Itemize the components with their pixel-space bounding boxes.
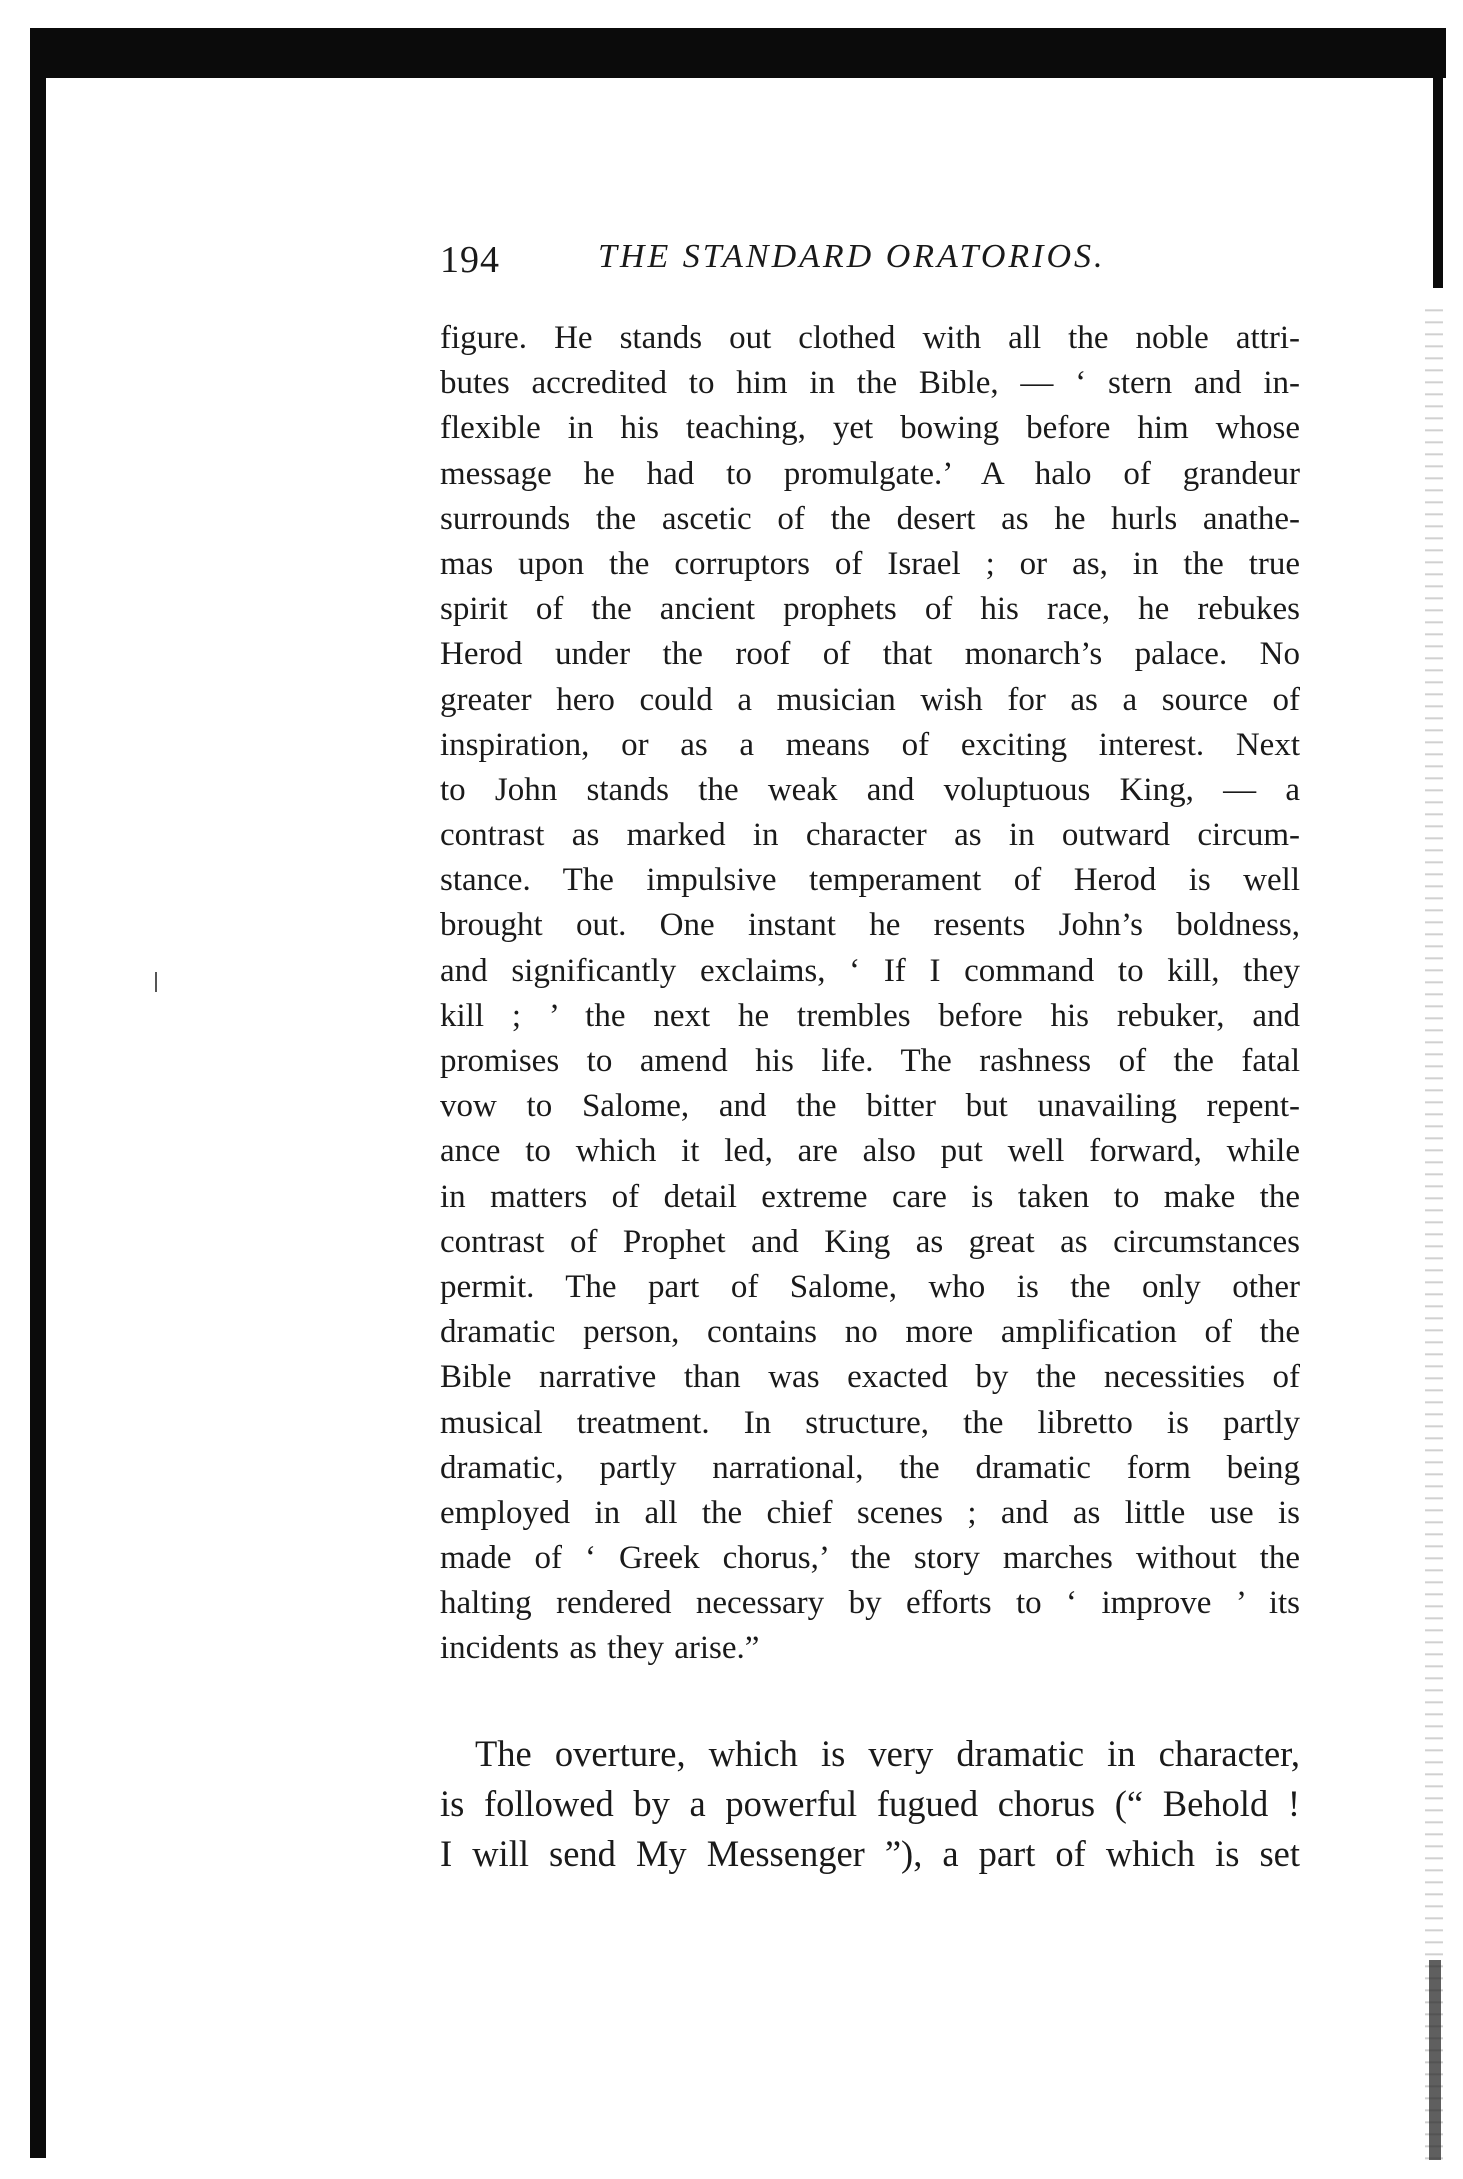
scan-edge-shadow bbox=[1429, 1960, 1441, 2160]
text-line: mas upon the corruptors of Israel ; or as, in the true bbox=[440, 545, 1300, 582]
text-line: promises to amend his life. The rashness of the fatal bbox=[440, 1043, 1300, 1079]
scan-border-top bbox=[36, 28, 1446, 78]
text-line: in matters of detail extreme care is taken to make the bbox=[440, 1178, 1300, 1215]
text-line: kill ; ’ the next he trembles before his rebuker, and bbox=[440, 997, 1300, 1034]
text-line: contrast of Prophet and King as great as circumstances bbox=[440, 1223, 1300, 1260]
book-page bbox=[440, 238, 1300, 1879]
text-line: stance. The impulsive temperament of Herod is well bbox=[440, 862, 1300, 899]
running-head bbox=[440, 238, 1300, 298]
text-line: ance to which it led, are also put well forward, while bbox=[440, 1133, 1300, 1170]
text-line: contrast as marked in character as in outward circum- bbox=[440, 817, 1300, 854]
text-line: incidents as they arise.” bbox=[440, 1630, 760, 1667]
scan-border-left bbox=[30, 28, 46, 2158]
paragraph-gap bbox=[440, 1672, 1300, 1729]
text-line: The overture, which is very dramatic in character, bbox=[475, 1732, 1300, 1774]
text-line: surrounds the ascetic of the desert as he hurls anathe- bbox=[440, 500, 1300, 537]
text-line: I will send My Messenger ”), a part of which is set bbox=[440, 1832, 1300, 1874]
text-line: butes accredited to him in the Bible, — ‘ stern and in- bbox=[440, 365, 1300, 402]
text-line: brought out. One instant he resents John’s boldness, bbox=[440, 907, 1300, 944]
body-passage bbox=[440, 1729, 1300, 1879]
text-line: message he had to promulgate.’ A halo of grandeur bbox=[440, 455, 1300, 492]
text-line: spirit of the ancient prophets of his race, he rebukes bbox=[440, 591, 1300, 628]
text-line: permit. The part of Salome, who is the only other bbox=[440, 1268, 1300, 1305]
page-number: 194 bbox=[440, 239, 500, 281]
quoted-passage bbox=[440, 316, 1300, 1672]
text-line: halting rendered necessary by efforts to ‘ improve ’ its bbox=[440, 1585, 1300, 1622]
text-line: made of ‘ Greek chorus,’ the story marches without the bbox=[440, 1540, 1300, 1577]
text-line: employed in all the chief scenes ; and as little use is bbox=[440, 1494, 1300, 1531]
text-line: dramatic person, contains no more amplification of the bbox=[440, 1314, 1300, 1351]
scan-border-right bbox=[1433, 28, 1443, 288]
text-line: greater hero could a musician wish for as a source of bbox=[440, 681, 1300, 718]
text-line: figure. He stands out clothed with all the noble attri- bbox=[440, 320, 1300, 356]
text-line: is followed by a powerful fugued chorus (“ Behold ! bbox=[440, 1782, 1300, 1824]
stray-mark bbox=[155, 972, 157, 992]
text-line: to John stands the weak and voluptuous King, — a bbox=[440, 771, 1300, 808]
running-title: THE STANDARD ORATORIOS. bbox=[598, 238, 1106, 275]
text-line: Bible narrative than was exacted by the necessities of bbox=[440, 1359, 1300, 1396]
scan-edge-speckle bbox=[1425, 300, 1443, 2160]
text-line: musical treatment. In structure, the libretto is partly bbox=[440, 1404, 1300, 1441]
text-line: flexible in his teaching, yet bowing before him whose bbox=[440, 410, 1300, 447]
text-line: dramatic, partly narrational, the dramatic form being bbox=[440, 1449, 1300, 1486]
text-line: inspiration, or as a means of exciting interest. Next bbox=[440, 726, 1300, 763]
text-line: and significantly exclaims, ‘ If I command to kill, they bbox=[440, 952, 1300, 989]
text-line: Herod under the roof of that monarch’s palace. No bbox=[440, 636, 1300, 673]
text-line: vow to Salome, and the bitter but unavailing repent- bbox=[440, 1088, 1300, 1125]
